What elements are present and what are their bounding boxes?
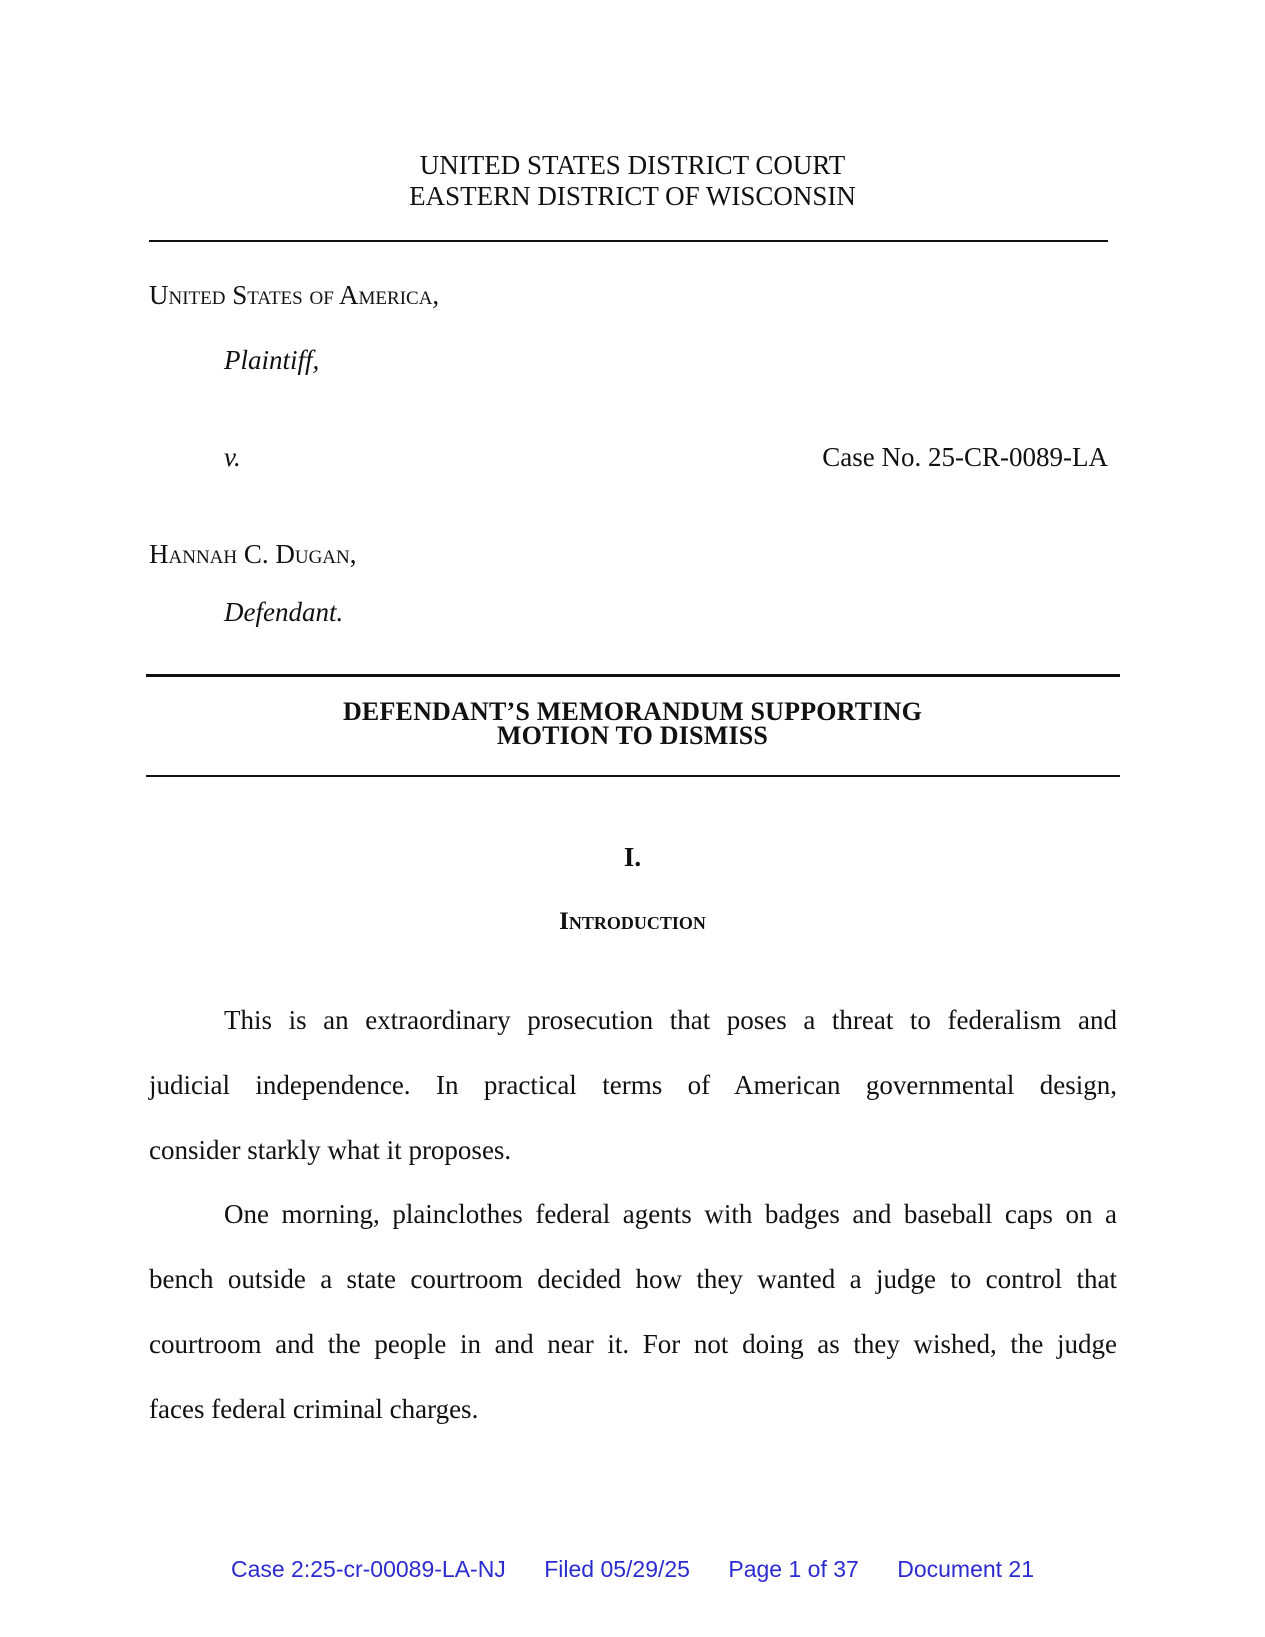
footer-case-number: Case 2:25-cr-00089-LA-NJ [230, 1556, 506, 1582]
case-number: Case No. 25-CR-0089-LA [822, 442, 1108, 472]
footer-filed-date: Filed 05/29/25 [544, 1556, 690, 1582]
paragraph-line: judicial independence. In practical terms of American governmental design, [149, 1070, 1117, 1100]
paragraph-line: bench outside a state courtroom decided how they wanted a judge to control that [149, 1264, 1117, 1294]
paragraph-line: consider starkly what it proposes. [149, 1135, 512, 1165]
paragraph-line: courtroom and the people in and near it. For not doing as they wished, the judge [149, 1329, 1117, 1359]
court-name: UNITED STATES DISTRICT COURT [419, 150, 846, 180]
defendant-name: Hannah C. Dugan, [149, 539, 357, 569]
footer-page-number: Page 1 of 37 [728, 1556, 859, 1582]
paragraph-line: One morning, plainclothes federal agents with badges and baseball caps on a [224, 1199, 1117, 1229]
versus: v. [224, 442, 241, 472]
defendant-role: Defendant. [224, 597, 344, 627]
paragraph-line: faces federal criminal charges. [149, 1394, 479, 1424]
section-number: I. [623, 842, 642, 872]
document-title-line1: DEFENDANT’S MEMORANDUM SUPPORTING [342, 697, 923, 726]
paragraph-line: This is an extraordinary prosecution that poses a threat to federalism and [224, 1005, 1117, 1035]
ecf-footer [0, 1556, 1265, 1583]
court-district: EASTERN DISTRICT OF WISCONSIN [409, 181, 856, 211]
title-bottom-rule [146, 775, 1120, 777]
section-heading: Introduction [559, 908, 706, 935]
footer-document-number: Document 21 [897, 1556, 1035, 1582]
header-divider [149, 240, 1108, 242]
document-title-line2: MOTION TO DISMISS [496, 721, 769, 750]
title-top-rule [146, 674, 1120, 677]
plaintiff-role: Plaintiff, [224, 345, 320, 375]
plaintiff-name: United States of America, [149, 280, 440, 310]
